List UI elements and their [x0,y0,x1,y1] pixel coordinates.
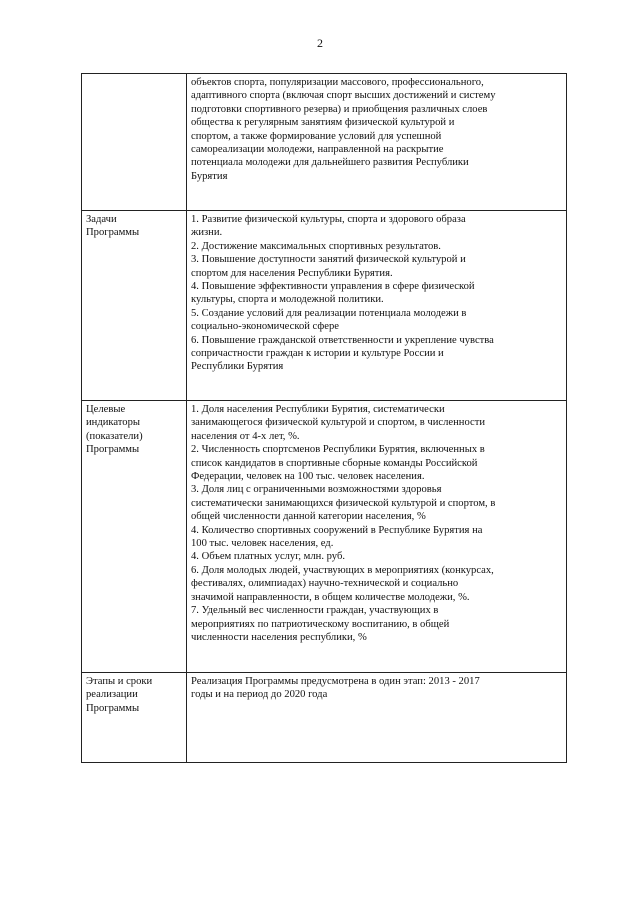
row-content-line: 5. Создание условий для реализации потенциала молодежи в [191,307,467,319]
row-content-line: 1. Развитие физической культуры, спорта и здорового образа [191,214,466,225]
row-content-line: объектов спорта, популяризации массового, профессионального, [191,77,484,88]
row-content-line: культуры, спорта и молодежной политики. [191,294,384,306]
row-content-line: общества к регулярным занятиям физической культурой и [191,117,455,129]
table-row [82,401,567,673]
table-body [82,74,567,763]
row-content-line: 2. Достижение максимальных спортивных результатов. [191,240,441,252]
row-content-line: мероприятиях по патриотическому воспитанию, в общей [191,618,450,630]
row-content-line: 4. Количество спортивных сооружений в Республике Бурятия на [191,524,483,536]
page-number: 2 [317,36,323,50]
row-label-cell [82,401,187,673]
row-label-line: (показатели) [86,430,143,442]
table-row [82,211,567,401]
row-content-line: социально-экономической сфере [191,321,339,333]
row-content-line: Республики Бурятия [191,361,284,373]
row-content-line: 4. Повышение эффективности управления в сфере физической [191,281,475,293]
row-content-cell [187,401,567,673]
row-content-line: значимой направленности, в общем количестве молодежи, %. [191,591,470,603]
row-content-cell [187,673,567,763]
row-content-line: спортом, а также формирование условий для успешной [191,130,442,142]
row-content-line: потенциала молодежи для дальнейшего развития Республики [191,157,469,169]
row-label-line: Целевые [86,404,126,415]
row-content-line: населения от 4-х лет, %. [191,430,300,442]
row-content-line: 2. Численность спортсменов Республики Бурятия, включенных в [191,444,485,456]
row-content-line: фестивалях, олимпиадах) научно-технической и социально [191,578,459,590]
row-label-cell [82,211,187,401]
row-content-line: адаптивного спорта (включая спорт высших достижений и систему [191,90,496,102]
row-content-line: список кандидатов в спортивные сборные команды Российской [191,457,478,469]
row-label-line: Программы [86,444,140,456]
table-row [82,74,567,211]
program-passport-table [81,73,567,763]
row-content-line: 3. Повышение доступности занятий физической культурой и [191,254,466,266]
row-content-line: жизни. [191,227,223,239]
row-content-line: сопричастности граждан к истории и культуре России и [191,348,444,360]
row-content-line: численности населения республики, % [191,631,367,643]
row-content-line: Федерации, человек на 100 тыс. человек населения. [191,471,425,483]
row-content-line: 1. Доля населения Республики Бурятия, систематически [191,404,445,415]
row-content-line: 6. Повышение гражданской ответственности и укрепление чувства [191,334,494,346]
row-label-line: Этапы и сроки [86,676,153,687]
row-label-line: Задачи [86,214,117,225]
row-content-line: подготовки спортивного резерва) и приобщения различных слоев [191,103,488,115]
row-label-cell [82,673,187,763]
row-label-line: индикаторы [86,417,141,429]
row-content-line: Реализация Программы предусмотрена в один этап: 2013 - 2017 [191,676,480,687]
row-content-line: годы и на период до 2020 года [191,689,328,701]
row-content-line: самореализации молодежи, направленной на раскрытие [191,144,444,156]
row-content-line: 100 тыс. человек населения, ед. [191,538,334,550]
row-content-line: 3. Доля лиц с ограниченными возможностями здоровья [191,484,442,496]
row-label-cell [82,74,187,211]
row-content-line: Бурятия [191,170,228,182]
row-label-line: реализации [86,689,138,701]
row-content-cell [187,74,567,211]
row-content-line: 6. Доля молодых людей, участвующих в мероприятиях (конкурсах, [191,564,494,576]
row-content-line: спортом для населения Республики Бурятия. [191,267,393,279]
row-content-line: занимающегося физической культурой и спортом, в численности [191,417,486,429]
row-label-line: Программы [86,227,140,239]
row-content-line: 4. Объем платных услуг, млн. руб. [191,551,345,563]
row-content-line: систематически занимающихся физической культурой и спортом, в [191,497,496,509]
row-label-line: Программы [86,702,140,714]
row-content-line: 7. Удельный вес численности граждан, участвующих в [191,605,439,617]
table-row [82,673,567,763]
row-content-line: общей численности данной категории населения, % [191,511,426,523]
row-content-cell [187,211,567,401]
